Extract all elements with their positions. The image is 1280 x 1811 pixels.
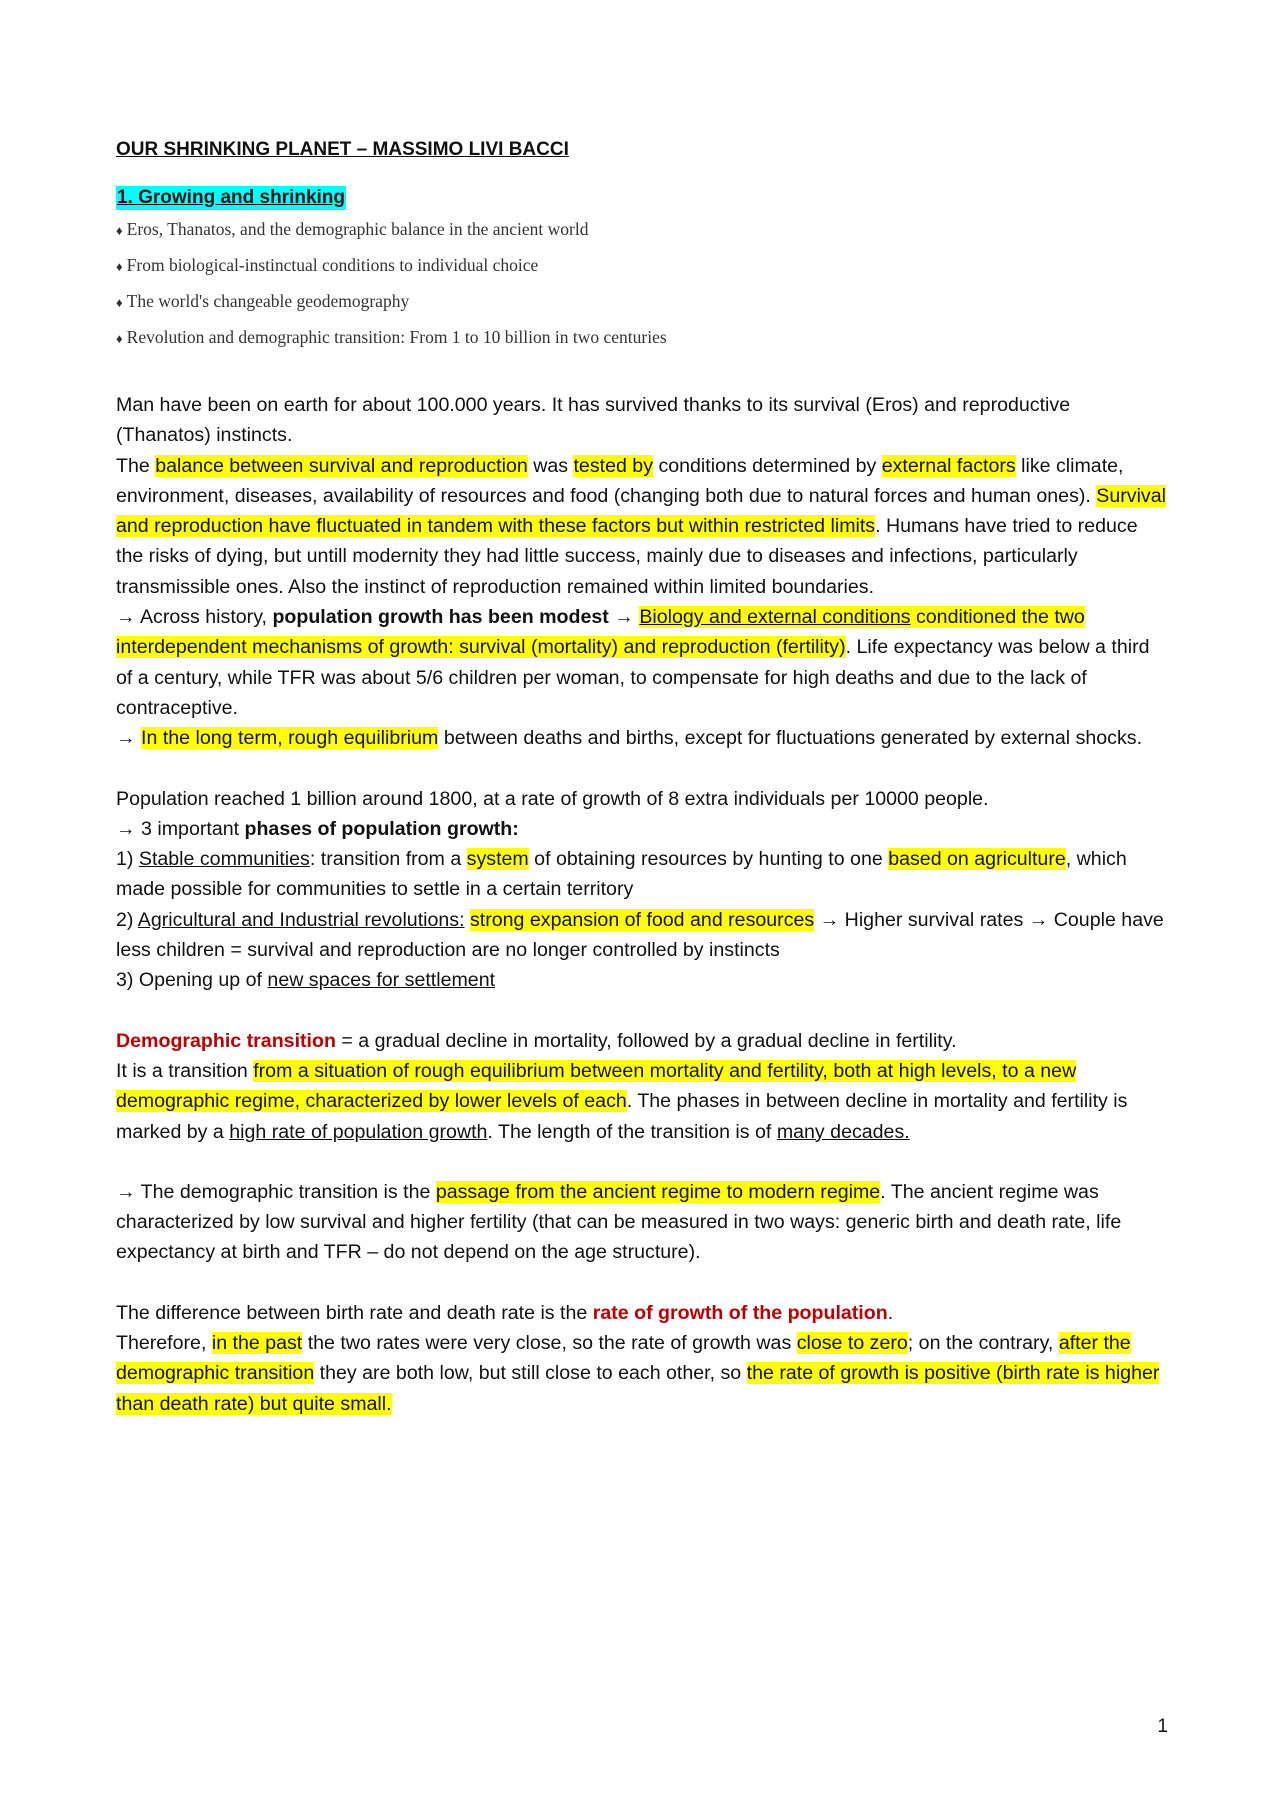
paragraph-ancient-regime: → The demographic transition is the passage from the ancient regime to modern regime. The ancient regime was characterized by low survival and higher fertility (that can be measured in two ways: generic birth and death rate, life expectancy at birth and TFR – do not depend on the age structure). [116,1180,1122,1264]
highlight: close to zero [796,1332,908,1355]
outline-item-label: From biological-instinctual conditions to individual choice [126,255,539,275]
diamond-bullet-icon: ♦ [116,259,123,274]
arrow-right-icon: → [1028,908,1049,931]
highlight: after the demographic transition [116,1332,1131,1385]
paragraph-demographic-transition: Demographic transition = a gradual decline in mortality, followed by a gradual decline in fertility. It is a transition from a situation of rough equilibrium between mortality and fertility, both at high levels, to a new demographic regime, characterized by lower levels of each. The phases in between decline in mortality and fertility is marked by a high rate of population growth. The length of the transition is of many decades. [116,1029,1128,1143]
document-title: OUR SHRINKING PLANET – MASSIMO LIVI BACCI [116,139,569,160]
spacer [116,996,1170,1026]
highlight: In the long term, rough equilibrium [141,727,439,750]
arrow-right-icon: → [116,606,136,629]
spacer [116,754,1170,784]
section-heading: 1. Growing and shrinking [117,187,346,208]
highlight: external factors [881,454,1016,477]
arrow-right-icon: → [116,817,136,840]
diamond-bullet-icon: ♦ [116,331,123,346]
paragraph-eros-thanatos: Man have been on earth for about 100.000 years. It has survived thanks to its survival (Eros) and reproductive (Thanatos) instincts. The balance between survival and reproduction was tested by conditions determined by external factors like climate, environment, diseases, availability of resources and food (changing both due to natural forces and human ones). Survival and reproduction have fluctuated in tandem with these factors but within restricted limits. Humans have tried to reduce the risks of dying, but untill modernity they had little success, mainly due to diseases and infections, particularly transmissible ones. Also the instinct of reproduction remained within limited boundaries. → Across history, population growth has been modest → Biology and external conditions conditioned the two interdependent mechanisms of growth: survival (mortality) and reproduction (fertility). Life expectancy was below a third of a century, while TFR was about 5/6 children per woman, to compensate for high deaths and due to the lack of contraceptive. → In the long term, rough equilibrium between deaths and births, except for fluctuations generated by external shocks. [116,394,1166,750]
highlight: balance between survival and reproduction [155,454,528,477]
arrow-right-icon: → [116,727,136,750]
section-outline [116,212,1170,356]
outline-item [116,248,1170,284]
highlight: tested by [573,454,653,477]
outline-item-label: Eros, Thanatos, and the demographic balance in the ancient world [126,219,589,239]
diamond-bullet-icon: ♦ [116,295,123,310]
spacer [116,356,1170,390]
outline-item [116,320,1170,356]
highlight: strong expansion of food and resources [469,908,815,931]
paragraph-growth-phases: Population reached 1 billion around 1800, at a rate of growth of 8 extra individuals per 10000 people. → 3 important phases of population growth: 1) Stable communities: transition from a system of obtaining resources by hunting to one based on agriculture, which made possible for communities to settle in a certain territory 2) Agricultural and Industrial revolutions: strong expansion of food and resources → Higher survival rates → Couple have less children = survival and reproduction are no longer controlled by instincts 3) Opening up of new spaces for settlement [116,787,1164,992]
outline-item-label: The world's changeable geodemography [126,291,410,311]
section-heading-container [116,186,1170,210]
highlight: based on agriculture [888,848,1066,871]
highlight: Biology and external conditions [639,606,911,629]
highlight: from a situation of rough equilibrium between mortality and fertility, both at high levels, to a new demographic regime, characterized by lower levels of each [116,1059,1077,1113]
spacer [116,1268,1170,1298]
highlight: the rate of growth is positive (birth rate is higher than death rate) but quite small. [116,1362,1160,1415]
paragraph-rate-of-growth: The difference between birth rate and death rate is the rate of growth of the population. Therefore, in the past the two rates were very close, so the rate of growth was close to zero; on the contrary, after the demographic transition they are both low, but still close to each other, so the rate of growth is positive (birth rate is higher than death rate) but quite small. [116,1301,1160,1415]
outline-item [116,284,1170,320]
spacer [116,1147,1170,1177]
outline-item-label: Revolution and demographic transition: From 1 to 10 billion in two centuries [126,327,667,347]
highlight: conditioned the two interdependent mechanisms of growth: survival (mortality) and reproduction (fertility) [116,606,1085,659]
highlight: in the past [211,1332,303,1355]
document-body [116,390,1170,1419]
highlight: system [466,848,529,871]
highlight: passage from the ancient regime to modern regime [435,1180,881,1203]
arrow-right-icon: → [614,606,634,629]
arrow-right-icon: → [116,1180,136,1203]
page-number: 1 [1157,1716,1168,1737]
outline-item [116,212,1170,248]
diamond-bullet-icon: ♦ [116,223,123,238]
arrow-right-icon: → [819,908,840,931]
highlight: Survival and reproduction have fluctuated in tandem with these factors but within restricted limits [116,484,1166,538]
